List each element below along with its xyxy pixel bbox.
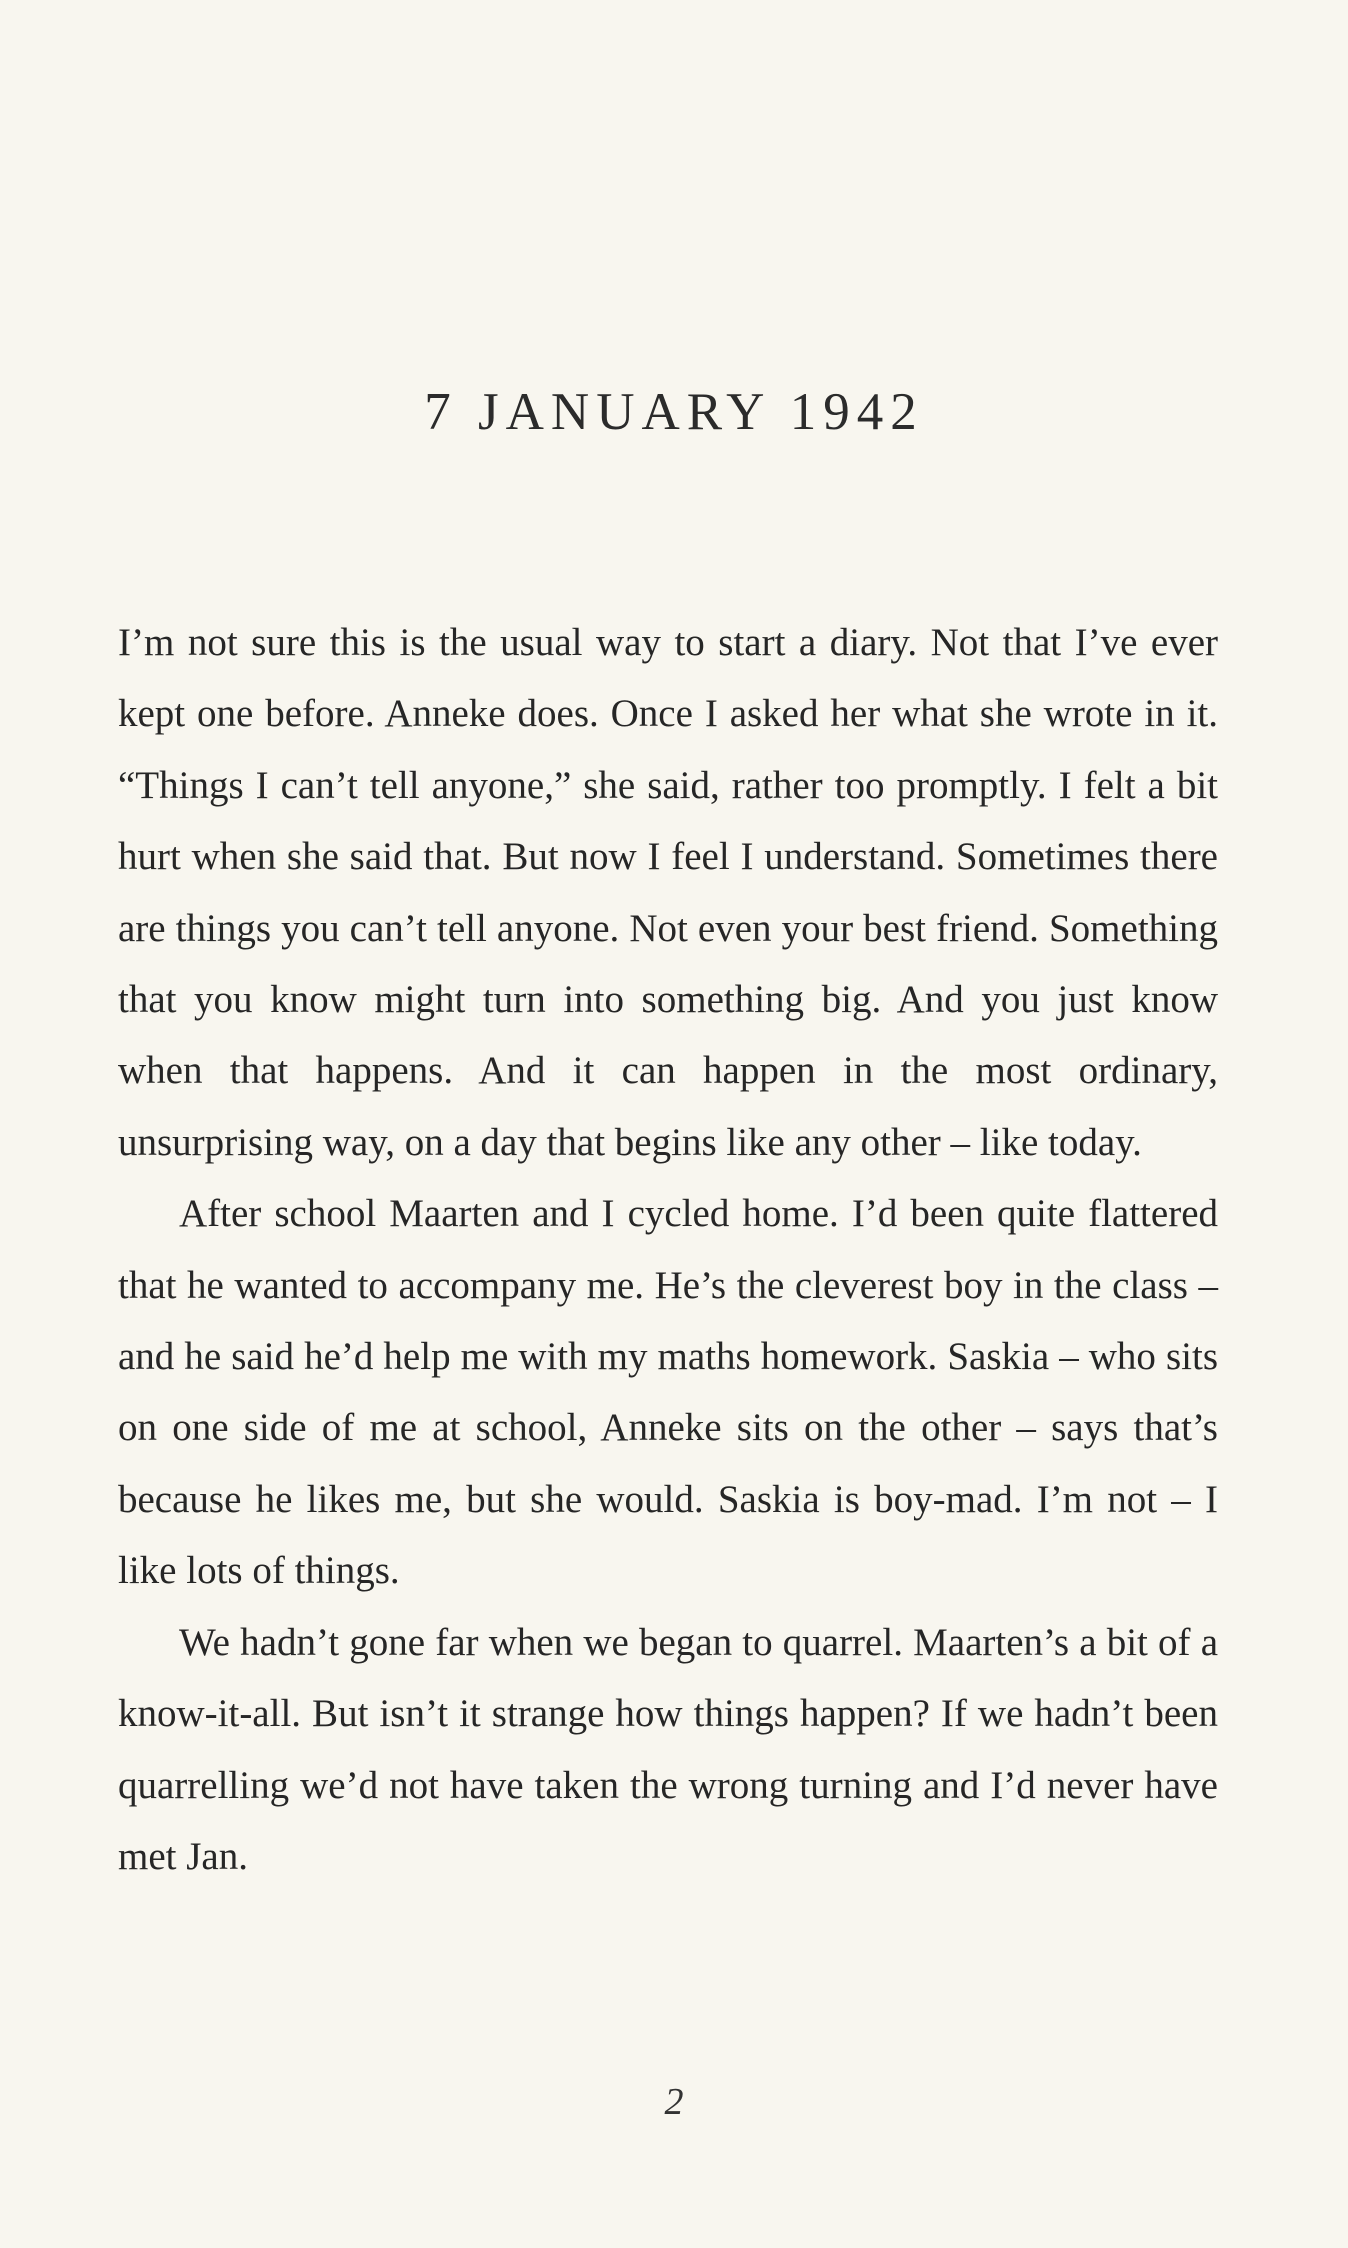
paragraph: I’m not sure this is the usual way to start a diary. Not that I’ve ever kept one before. Anneke does. Once I asked her what she wrote in it. “Things I can’t tell anyone,” she said, rather too promptly. I felt a bit hurt when she said that. But now I feel I understand. Sometimes there are things you can’t tell anyone. Not even your best friend. Something that you know might turn into something big. And you just know when that happens. And it can happen in the most ordinary, unsurprising way, on a day that begins like any other – like today. <box>118 621 1218 1164</box>
diary-entry-body <box>118 607 1218 1892</box>
chapter-title: 7 JANUARY 1942 <box>424 383 924 441</box>
paragraph: After school Maarten and I cycled home. I’d been quite flattered that he wanted to accompany me. He’s the cleverest boy in the class – and he said he’d help me with my maths homework. Saskia – who sits on one side of me at school, Anneke sits on the other – says that’s because he likes me, but she would. Saskia is boy-mad. I’m not – I like lots of things. <box>118 1192 1218 1593</box>
paragraph: We hadn’t gone far when we began to quarrel. Maarten’s a bit of a know-it-all. But isn’t it strange how things happen? If we hadn’t been quarrelling we’d not have taken the wrong turning and I’d never have met Jan. <box>118 1620 1218 1878</box>
page-number: 2 <box>664 2081 684 2123</box>
